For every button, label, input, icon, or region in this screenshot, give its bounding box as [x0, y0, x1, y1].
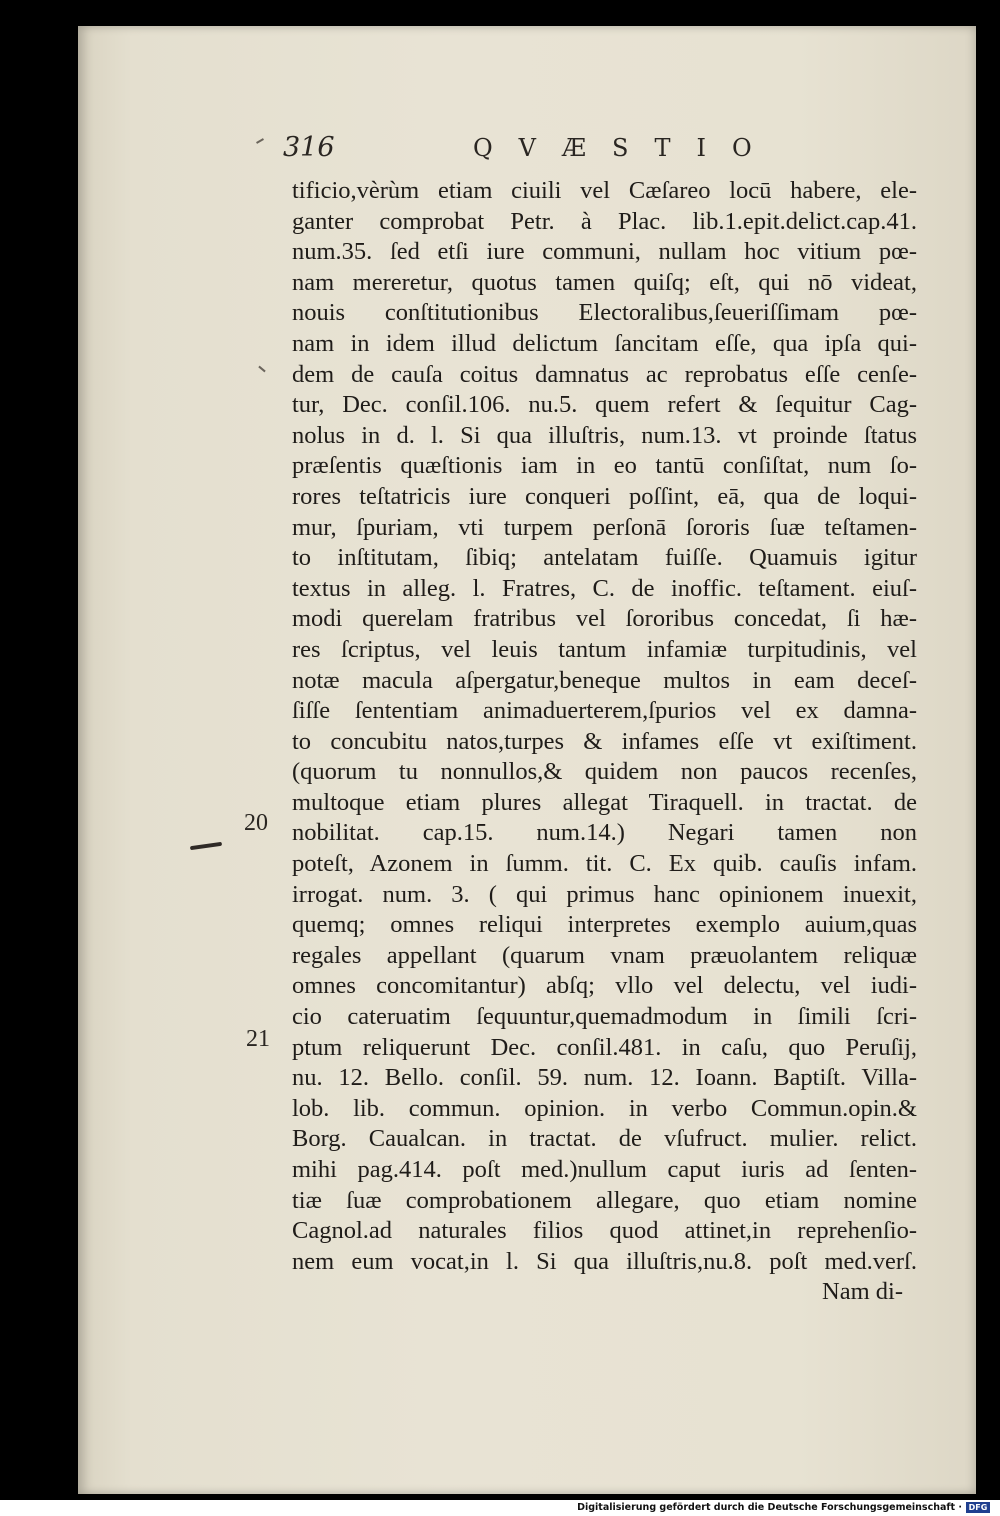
text-line: quemq; omnes reliqui interpretes exemplo auium,quas [292, 911, 917, 939]
catchword: Nam di- [822, 1278, 903, 1306]
text-line: multoque etiam plures allegat Tiraquell. in tractat. de [292, 788, 917, 816]
text-line: ptum reliquerunt Dec. conſil.481. in caſu, quo Peruſij, [292, 1033, 917, 1061]
text-line: omnes concomitantur) abſq; vllo vel delectu, vel iudi- [292, 972, 917, 1000]
text-line: mihi pag.414. poſt med.)nullum caput iuris ad ſenten- [292, 1156, 917, 1183]
margin-number-21: 21 [246, 1026, 270, 1052]
funding-credit: Digitalisierung gefördert durch die Deutsche Forschungsgemeinschaft · [577, 1502, 962, 1513]
body-text [292, 176, 917, 1308]
text-line: irrogat. num. 3. ( qui primus hanc opinionem inuexit, [292, 880, 917, 908]
text-line: tiæ ſuæ comprobationem allegare, quo etiam nomine [292, 1186, 917, 1214]
text-line: notæ macula aſpergatur,beneque multos in eam deceſ- [292, 666, 917, 694]
text-line: to inſtitutam, ſibiq; antelatam fuiſſe. Quamuis igitur [292, 544, 917, 572]
text-line: rores teſtatricis iure conqueri poſſint, eā, qua de loqui- [292, 482, 917, 510]
text-line: nolus in d. l. Si qua illuſtris, num.13. vt proinde ſtatus [292, 421, 917, 449]
text-line: dem de cauſa coitus damnatus ac reprobatus eſſe cenſe- [292, 360, 917, 388]
text-line: nem eum vocat,in l. Si qua illuſtris,nu.8. poſt med.verſ. [292, 1247, 917, 1275]
text-line: cio cateruatim ſequuntur,quemadmodum in ſimili ſcri- [292, 1003, 917, 1031]
text-line: (quorum tu nonnullos,& quidem non paucos recenſes, [292, 758, 917, 786]
text-line: præſentis quæſtionis iam in eo tantū conſiſtat, num ſo- [292, 452, 917, 480]
text-line: nouis conſtitutionibus Electoralibus,ſeueriſſimam pœ- [292, 299, 917, 327]
text-line: tur, Dec. conſil.106. nu.5. quem refert & ſequitur Cag- [292, 391, 917, 419]
dfg-logo: DFG [966, 1502, 990, 1513]
text-line: nam mereretur, quotus tamen quiſq; eſt, qui nō videat, [292, 268, 917, 296]
text-line: ſiſſe ſententiam animaduerterem,ſpurios vel ex damna- [292, 697, 917, 725]
running-title: QVÆSTIO [473, 134, 778, 162]
text-line: res ſcriptus, vel leuis tantum infamiæ turpitudinis, vel [292, 635, 917, 663]
text-line: Cagnol.ad naturales filios quod attinet,in reprehenſio- [292, 1217, 917, 1245]
text-line: poteſt, Azonem in ſumm. tit. C. Ex quib. cauſis infam. [292, 850, 917, 878]
text-line: nobilitat. cap.15. num.14.) Negari tamen non [292, 819, 917, 847]
running-head [283, 130, 903, 170]
text-line: modi querelam fratribus vel ſororibus concedat, ſi hæ- [292, 605, 917, 633]
text-line: regales appellant (quarum vnam præuolantem reliquæ [292, 941, 917, 969]
text-line: mur, ſpuriam, vti turpem perſonā ſororis ſuæ teſtamen- [292, 513, 917, 541]
margin-number-20: 20 [244, 810, 268, 836]
text-line: Borg. Caualcan. in tractat. de vſufruct. mulier. relict. [292, 1125, 917, 1153]
text-line: lob. lib. commun. opinion. in verbo Commun.opin.& [292, 1094, 917, 1122]
text-line: nu. 12. Bello. conſil. 59. num. 12. Ioann. Baptiſt. Villa- [292, 1064, 917, 1092]
text-line: nam in idem illud delictum ſancitam eſſe, qua ipſa qui- [292, 329, 917, 357]
text-line: textus in alleg. l. Fratres, C. de inoffic. teſtament. eiuſ- [292, 574, 917, 602]
text-line: tificio,vèrùm etiam ciuili vel Cæſareo locū habere, ele- [292, 177, 917, 204]
page-number: 316 [283, 132, 335, 163]
text-line: num.35. ſed etſi iure communi, nullam hoc vitium pœ- [292, 238, 917, 266]
text-line: to concubitu natos,turpes & infames eſſe vt exiſtiment. [292, 727, 917, 755]
text-line: ganter comprobat Petr. à Plac. lib.1.epit.delict.cap.41. [292, 207, 917, 235]
